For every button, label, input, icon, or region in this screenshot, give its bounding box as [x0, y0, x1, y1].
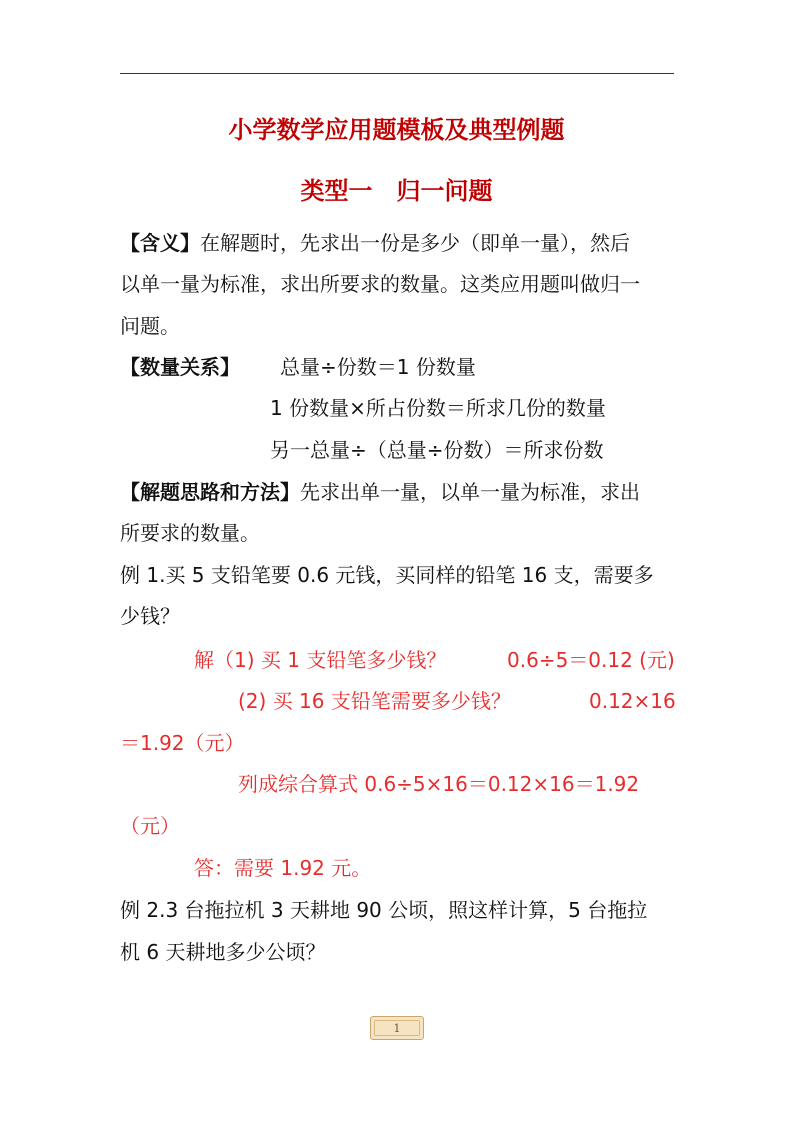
document-title: 小学数学应用题模板及典型例题: [228, 116, 565, 144]
example1-combined-unit: （元）: [120, 814, 180, 838]
meaning-label: 【含义】: [120, 231, 200, 255]
example2-question-2: 机 6 天耕地多少公顷？: [120, 940, 326, 964]
example1-step1-question: 解（1) 买 1 支铅笔多少钱？: [194, 648, 447, 672]
example1-question-1: 例 1.买 5 支铅笔要 0.6 元钱，买同样的铅笔 16 支，需要多: [120, 563, 654, 587]
page-number-badge: [370, 1016, 424, 1040]
meaning-text-1: 在解题时，先求出一份是多少（即单一量），然后: [200, 231, 630, 255]
section-title: 类型一 归一问题: [300, 177, 493, 205]
method-text-1: 先求出单一量，以单一量为标准，求出: [300, 480, 640, 504]
relation-formula-3: 另一总量÷（总量÷份数）＝所求份数: [270, 438, 604, 462]
method-label: 【解题思路和方法】: [120, 480, 300, 504]
example1-combined-formula: 列成综合算式 0.6÷5×16＝0.12×16＝1.92: [238, 772, 640, 796]
example1-answer: 答：需要 1.92 元。: [194, 856, 372, 880]
example1-question-2: 少钱？: [120, 604, 180, 628]
example2-question-1: 例 2.3 台拖拉机 3 天耕地 90 公顷，照这样计算，5 台拖拉: [120, 898, 648, 922]
example1-step2-answer: 0.12×16: [589, 689, 676, 713]
example1-step1-answer: 0.6÷5＝0.12 (元): [507, 648, 675, 672]
header-rule: [120, 73, 674, 74]
meaning-line-2: 以单一量为标准，求出所要求的数量。这类应用题叫做归一: [120, 272, 640, 296]
method-line-2: 所要求的数量。: [120, 521, 260, 545]
meaning-line-1: [120, 229, 630, 257]
page-number: 1: [374, 1020, 420, 1036]
method-line-1: [120, 478, 640, 506]
relation-formula-2: 1 份数量×所占份数＝所求几份的数量: [270, 396, 606, 420]
meaning-line-3: 问题。: [120, 314, 180, 338]
relation-formula-1: 总量÷份数＝1 份数量: [280, 355, 476, 379]
example1-step2-result: ＝1.92（元）: [120, 731, 245, 755]
relation-label: 【数量关系】: [120, 355, 240, 379]
example1-step2-question: (2) 买 16 支铅笔需要多少钱？: [238, 689, 511, 713]
